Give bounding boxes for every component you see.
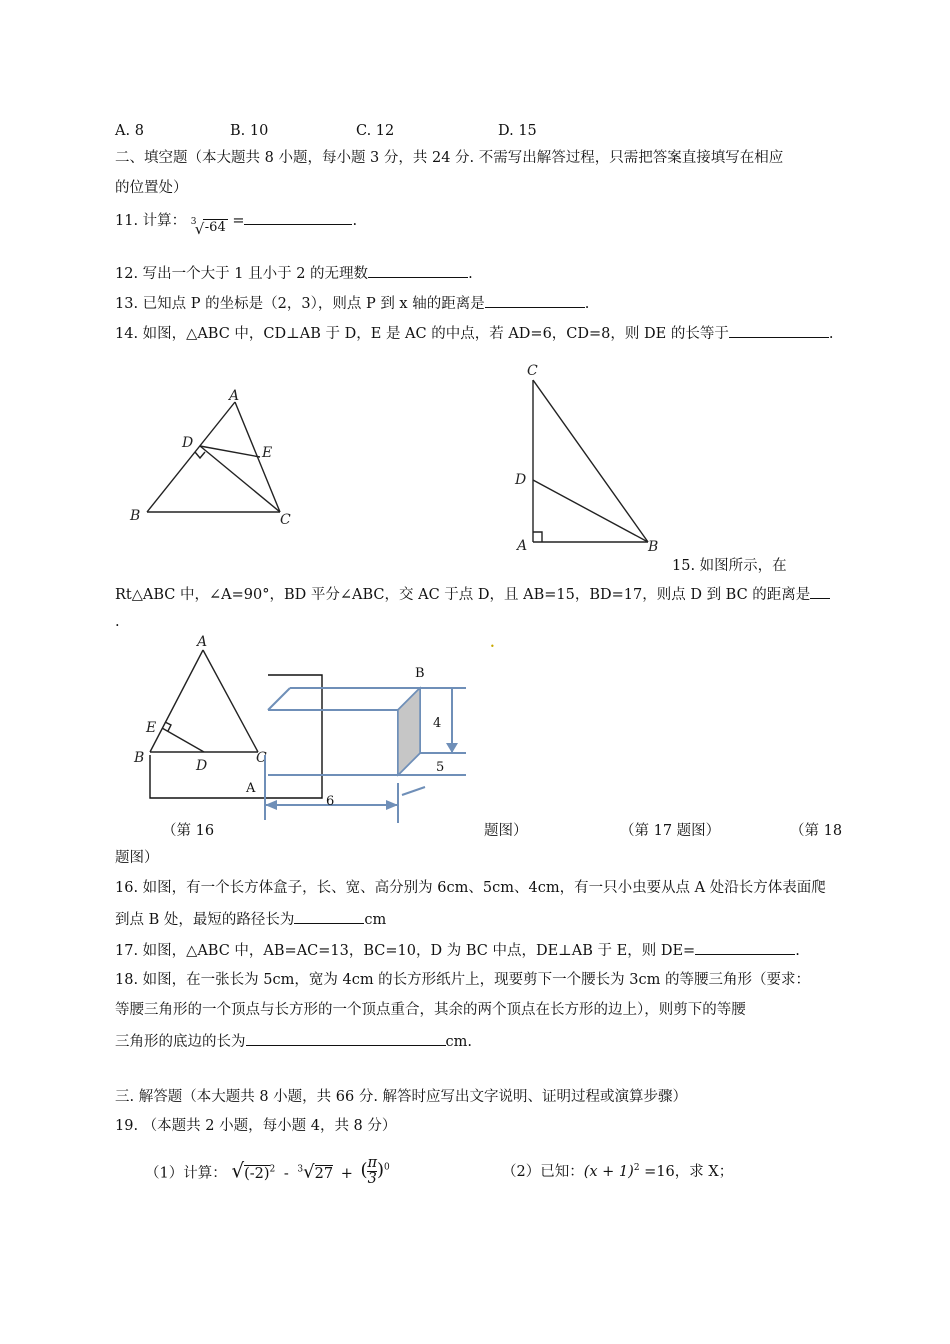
q11-radicand: -64 [204,220,226,235]
fig14-label-d: D [182,435,194,451]
q19-part2: （2）已知：$(x + 1)^2 =16$，求 X； [502,1163,734,1180]
option-b: B. 10 [230,123,269,139]
fig14-label-c: C [280,512,291,528]
caption-18-a: （第 18 [790,823,843,839]
question-18-line1: 18. 如图，在一张长为 5cm，宽为 4cm 的长方形纸片上，现要剪下一个腰长为 3cm 的等腰三角形（要求： [115,972,810,988]
question-13: 13. 已知点 P 的坐标是（2，3），则点 P 到 x 轴的距离是 . [115,292,589,314]
q11-index: 3 [190,217,197,227]
question-11: 11. 计算： 3 √ -64 = . [115,209,357,232]
caption-16-b: 题图） [484,823,528,839]
fig18-label-a: A [246,781,256,796]
fig18-width: 5 [436,760,445,775]
q14-answer-blank[interactable] [729,322,829,338]
fig15-label-b: B [648,539,659,555]
fig14-label-b: B [130,508,141,524]
q15-answer-blank[interactable] [810,583,830,599]
fig14-label-e: E [262,445,273,461]
fig15-label-c: C [527,363,538,379]
caption-16-a: （第 16 [162,823,215,839]
fig16-label-e: E [146,720,157,736]
fig16-label-a: A [197,634,208,650]
figure-14 [120,380,310,530]
question-17: 17. 如图，△ABC 中，AB=AC=13，BC=10，D 为 BC 中点，DE⊥AB 于 E，则 DE= . [115,939,800,961]
fig18-length: 6 [326,794,335,809]
fig18-label-b: B [415,666,425,681]
q11-equals: = [232,213,245,229]
fig16-label-b: B [134,750,145,766]
fig14-label-a: A [229,388,240,404]
section3-heading: 三. 解答题（本大题共 8 小题，共 66 分. 解答时应写出文字说明、证明过程或演算步骤） [115,1089,688,1105]
q18-answer-blank[interactable] [246,1030,446,1046]
question-18-line2: 等腰三角形的一个顶点与长方形的一个顶点重合，其余的两个顶点在长方形的边上），则剪下的等腰 [115,1002,746,1018]
q11-radical: 3 √ -64 [191,218,228,238]
q11-answer-blank[interactable] [244,209,352,225]
q19-part1: （1）计算： $√(-2)^2 - ^3√27$ + ( $\frac{\pi}{3}$ )$^0$ [145,1155,390,1187]
section2-heading-2: 的位置处） [115,180,188,196]
question-12: 12. 写出一个大于 1 且小于 2 的无理数 . [115,262,473,284]
question-19: 19. （本题共 2 小题，每小题 4，共 8 分） [115,1118,397,1134]
option-a: A. 8 [115,123,144,139]
figure-15 [505,360,665,555]
fig15-label-d: D [515,472,527,488]
caption-18-b: 题图） [115,850,159,866]
fig15-label-a: A [517,538,528,554]
question-15: Rt△ABC 中，∠A=90°，BD 平分∠ABC，交 AC 于点 D，且 AB=15，BD=17，则点 D 到 BC 的距离是 [115,583,830,605]
q15-start: 15. 如图所示，在 [672,558,787,574]
fig18-height: 4 [433,716,442,731]
fig16-label-d: D [196,758,208,772]
fig16-label-c: C [256,750,267,766]
option-c: C. 12 [356,123,395,139]
caption-17: （第 17 题图） [620,823,721,839]
q11-prefix: 11. 计算： [115,213,187,229]
q12-answer-blank[interactable] [368,262,468,278]
option-d: D. 15 [498,123,537,139]
figure-18 [140,655,485,830]
question-16-line2: 到点 B 处，最短的路径长为 cm [115,908,386,930]
q16-answer-blank[interactable] [294,908,364,924]
question-16-line1: 16. 如图，有一个长方体盒子，长、宽、高分别为 6cm、5cm、4cm，有一只小虫要从点 A 处沿长方体表面爬 [115,880,826,896]
question-14: 14. 如图，△ABC 中，CD⊥AB 于 D，E 是 AC 的中点，若 AD=6，CD=8，则 DE 的长等于 . [115,322,833,344]
q13-answer-blank[interactable] [485,292,585,308]
q17-answer-blank[interactable] [695,939,795,955]
question-18-line3: 三角形的底边的长为 cm. [115,1030,472,1052]
section2-heading-1: 二、填空题（本大题共 8 小题，每小题 3 分，共 24 分. 不需写出解答过程，只需把答案直接填写在相应 [115,150,784,166]
